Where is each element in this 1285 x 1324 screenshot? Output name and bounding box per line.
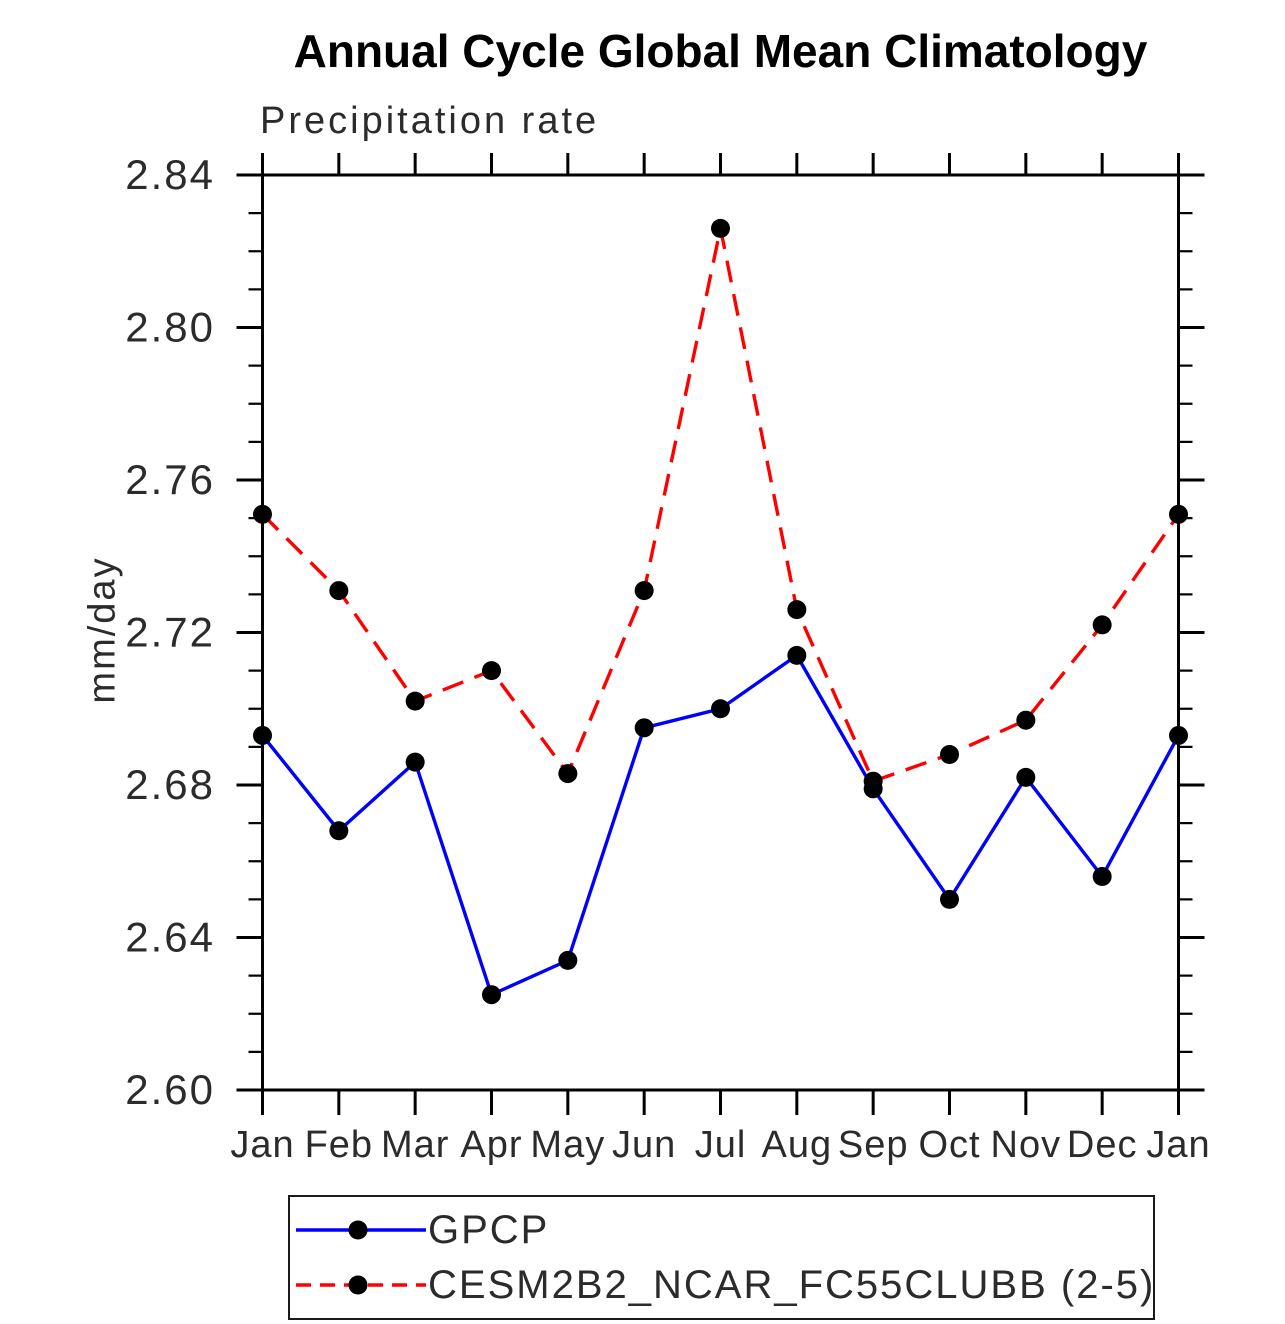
x-axis-month-label: Oct [918, 1124, 981, 1166]
legend-item-cesm [290, 1263, 1156, 1307]
x-axis-month-label: Aug [761, 1124, 833, 1166]
y-axis-tick-label: 2.84 [125, 151, 215, 198]
gpcp-marker [558, 951, 577, 970]
y-axis-label: mm/day [81, 556, 124, 704]
gpcp-marker [482, 985, 501, 1004]
x-axis-month-label: Jul [694, 1124, 747, 1166]
y-axis-tick-label: 2.72 [125, 608, 215, 656]
cesm-marker [1093, 615, 1112, 634]
cesm-marker [329, 581, 348, 600]
gpcp-marker [1169, 726, 1188, 745]
y-axis-tick-label: 2.80 [125, 303, 215, 351]
cesm-marker [1169, 505, 1188, 524]
y-axis-tick-label: 2.64 [125, 913, 215, 961]
cesm-marker [482, 661, 501, 680]
cesm-marker [558, 764, 577, 783]
x-axis-month-label: May [530, 1124, 606, 1166]
cesm-marker [864, 772, 883, 791]
cesm-line [263, 228, 1179, 781]
legend-swatch-canvas [294, 1212, 428, 1248]
chart-subtitle: Precipitation rate [260, 100, 600, 142]
x-axis-month-label: Apr [460, 1124, 523, 1166]
cesm-marker [253, 505, 272, 524]
gpcp-marker [711, 699, 730, 718]
gpcp-marker [940, 890, 959, 909]
cesm-marker [940, 745, 959, 764]
x-axis-month-label: Feb [304, 1124, 374, 1166]
cesm-marker [787, 600, 806, 619]
chart-title: Annual Cycle Global Mean Climatology [293, 25, 1148, 77]
gpcp-marker [329, 821, 348, 840]
gpcp-marker [787, 646, 806, 665]
y-axis-tick-label: 2.68 [125, 761, 215, 808]
y-axis-tick-label: 2.60 [125, 1066, 215, 1113]
legend-label-cesm: CESM2B2_NCAR_FC55CLUBB (2-5) [428, 1263, 1156, 1307]
cesm-marker [635, 581, 654, 600]
gpcp-marker [253, 726, 272, 745]
legend-item-gpcp [290, 1208, 1153, 1252]
gpcp-marker [635, 718, 654, 737]
legend-label-gpcp: GPCP [428, 1208, 550, 1252]
gpcp-line-swatch [294, 1212, 428, 1248]
legend-box [288, 1195, 1155, 1320]
x-axis-month-label: Sep [837, 1124, 909, 1166]
x-axis-month-label: Jun [612, 1124, 677, 1166]
cesm-marker [406, 692, 425, 711]
cesm-marker [711, 219, 730, 238]
x-axis-month-label: Nov [990, 1124, 1062, 1166]
gpcp-marker [1093, 867, 1112, 886]
x-axis-month-label: Jan [1146, 1124, 1211, 1166]
cesm-line-swatch [294, 1267, 428, 1303]
gpcp-marker [406, 753, 425, 772]
cesm-marker [1016, 711, 1035, 730]
legend-swatch-canvas [294, 1267, 428, 1303]
y-axis-tick-label: 2.76 [125, 456, 215, 503]
gpcp-marker [1016, 768, 1035, 787]
x-axis-month-label: Mar [380, 1124, 450, 1166]
x-axis-month-label: Dec [1066, 1124, 1138, 1166]
x-axis-month-label: Jan [230, 1124, 295, 1166]
plot-box [263, 175, 1179, 1090]
